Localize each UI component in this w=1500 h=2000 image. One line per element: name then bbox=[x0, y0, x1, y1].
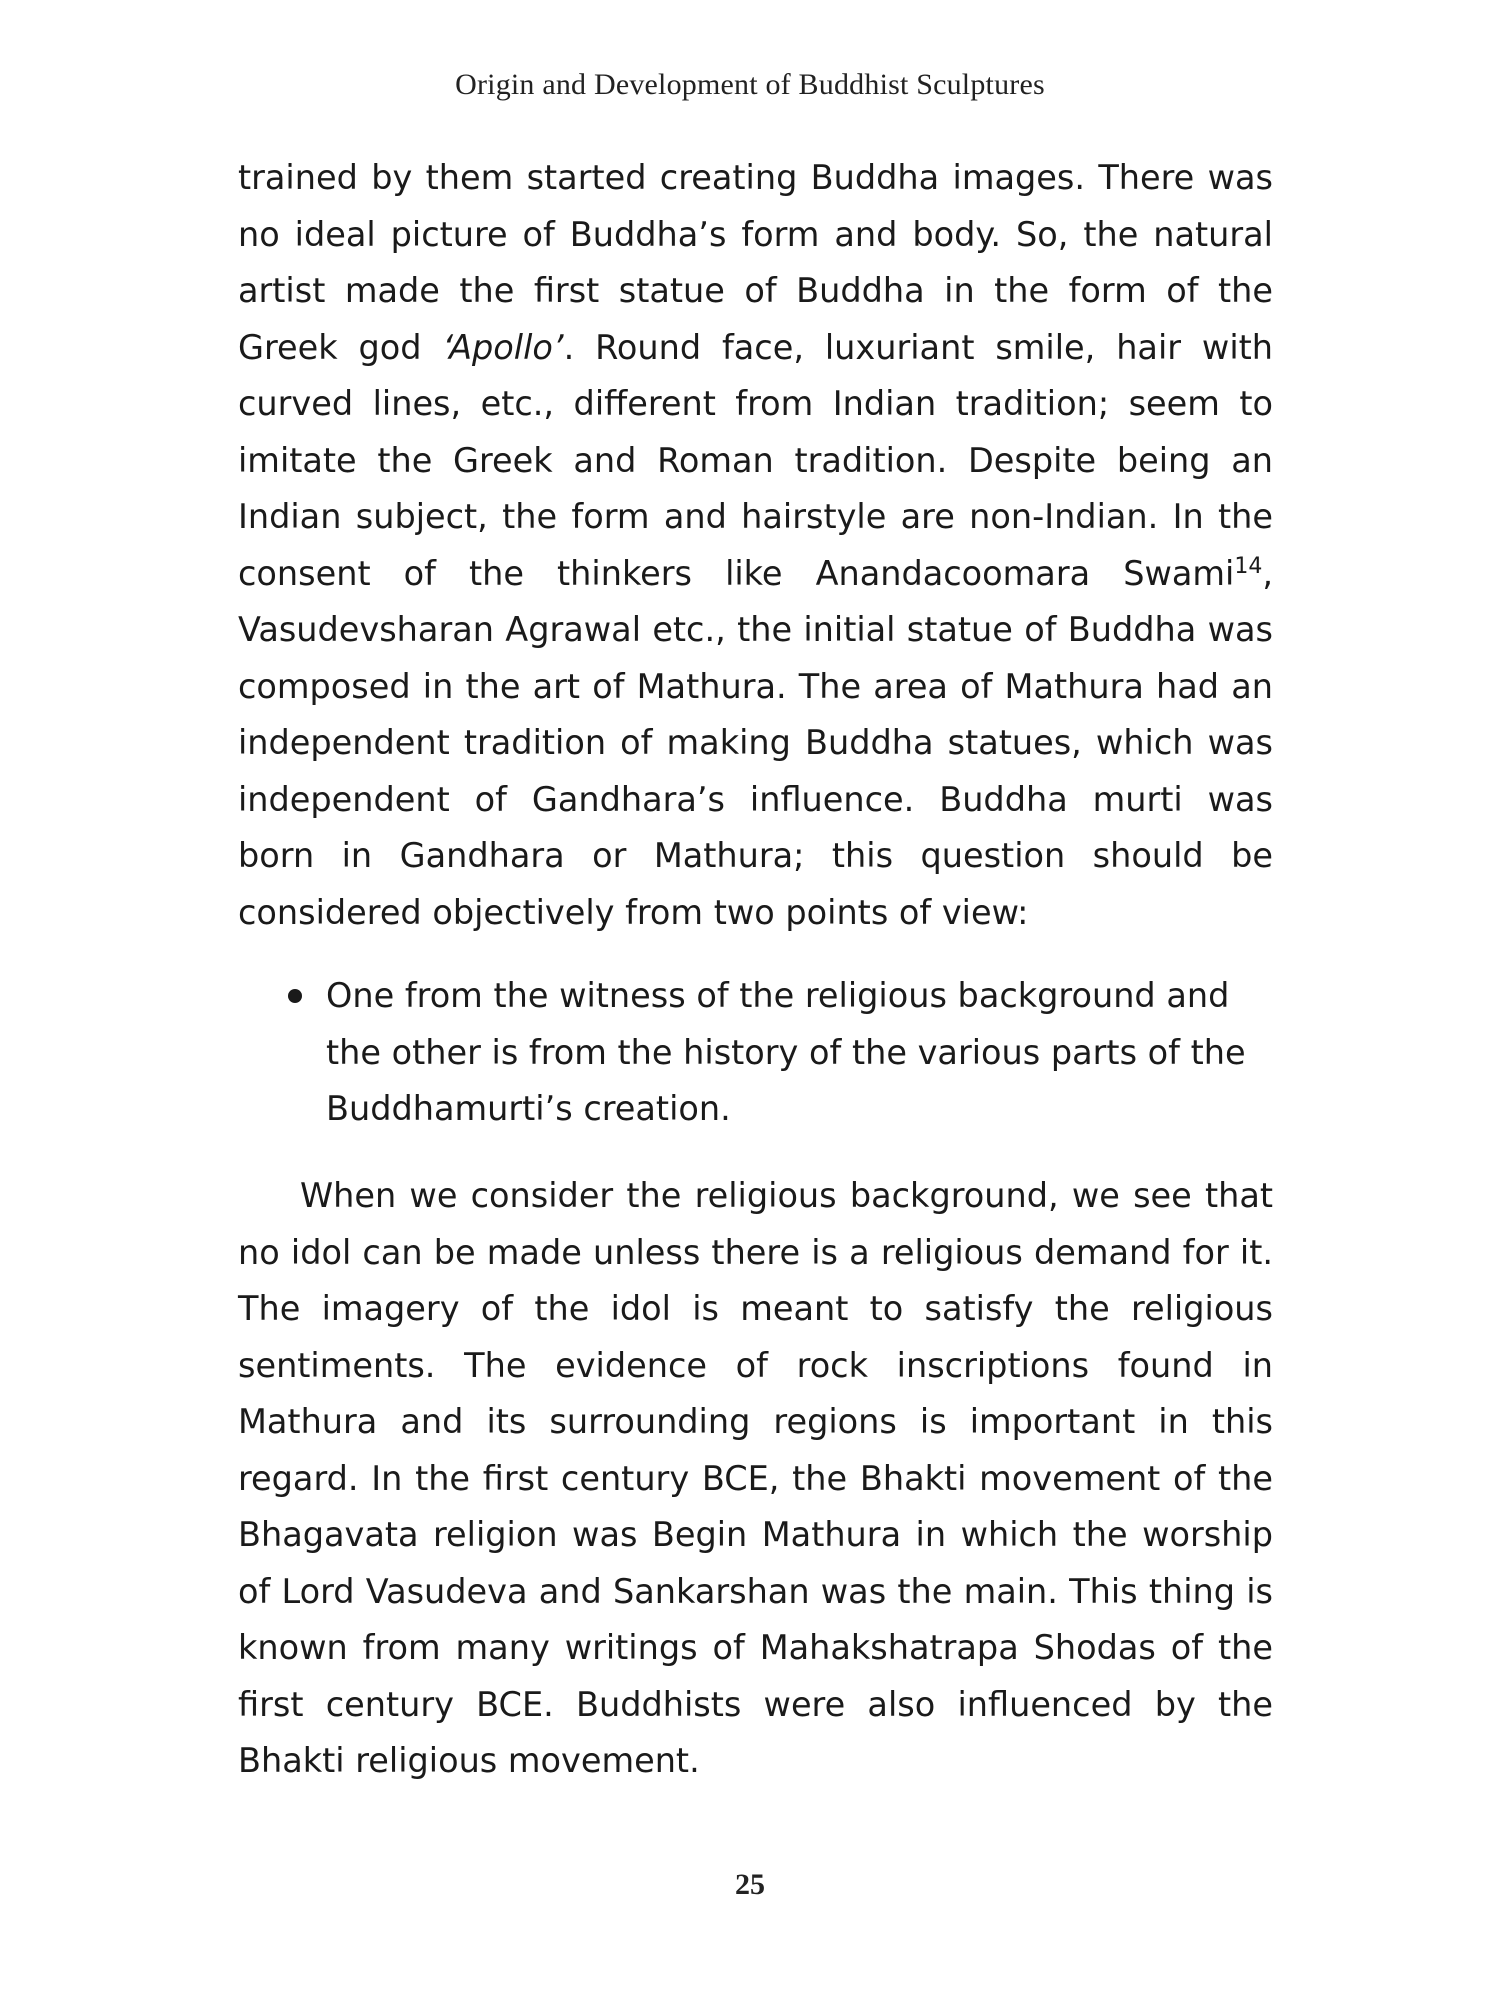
page-number: 25 bbox=[735, 1868, 765, 1901]
bullet-list bbox=[288, 968, 1273, 1138]
paragraph-1-text-b: . Round face, luxuriant smile, hair with curved lines, etc., different from Indian tradition; seem to imitate the Greek and Roman tradition. Despite being an Indian subject, the form and hairstyle are non-Indian. In the consent of the thinkers like Anandacoomara Swami bbox=[238, 327, 1273, 593]
paragraph-2-text: When we consider the religious background, we see that no idol can be made unless there is a religious demand for it. The imagery of the idol is meant to satisfy the religious sentiments. The evidence of rock inscriptions found in Mathura and its surrounding regions is important in this regard. In the first century BCE, the Bhakti movement of the Bhagavata religion was Begin Mathura in which the worship of Lord Vasudeva and Sankarshan was the main. This thing is known from many writings of Mahakshatrapa Shodas of the first century BCE. Buddhists were also influenced by the Bhakti religious movement. bbox=[238, 1176, 1273, 1780]
paragraph-1-text-a: trained by them started creating Buddha images. There was no ideal picture of Buddha’s form and body. So, the natural artist made the first statue of Buddha in the form of the Greek god bbox=[238, 158, 1273, 367]
paragraph-2 bbox=[238, 1168, 1273, 1790]
bullet-item: One from the witness of the religious background and the other is from the history of the various parts of the Buddhamurti’s creation. bbox=[326, 976, 1246, 1128]
paragraph-1 bbox=[238, 150, 1273, 941]
running-header: Origin and Development of Buddhist Sculptures bbox=[455, 68, 1045, 101]
paragraph-1-text-c: , Vasudevsharan Agrawal etc., the initial statue of Buddha was composed in the art of Mathura. The area of Mathura had an independent tradition of making Buddha statues, which was independent of Gandhara’s influence. Buddha murti was born in Gandhara or Mathura; this question should be considered objectively from two points of view: bbox=[238, 553, 1273, 932]
apollo-italic: ‘Apollo’ bbox=[442, 327, 564, 367]
footnote-reference: 14 bbox=[1234, 553, 1263, 579]
bullet-dot-icon bbox=[288, 989, 302, 1003]
